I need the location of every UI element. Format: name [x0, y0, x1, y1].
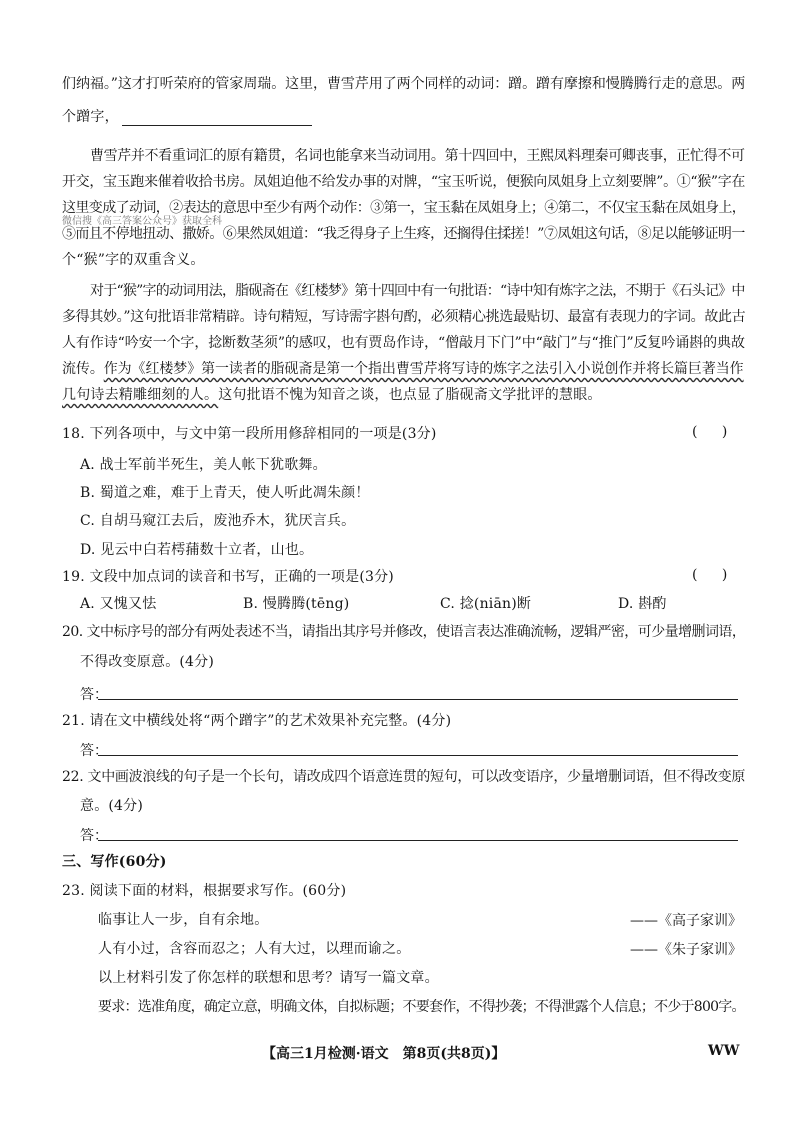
question-23-stem: 23. 阅读下面的材料，根据要求写作。(60分)	[62, 883, 347, 899]
question-18-option-a: A. 战士军前半死生，美人帐下犹歌舞。	[80, 457, 327, 473]
fill-in-blank	[122, 125, 312, 126]
question-18-option-b: B. 蜀道之难，难于上青天，使人听此凋朱颜！	[80, 485, 370, 501]
quote-2: 人有小过，含容而忍之；人有大过，以理而谕之。	[98, 941, 411, 957]
question-21-stem: 21. 请在文中横线处将“两个蹭字”的艺术效果补充完整。(4分)	[62, 713, 452, 729]
paragraph-2-line-2: 开交，宝玉跑来催着收拾书房。凤姐迫他不给发办事的对牌，“宝玉听说，便猴向凤姐身上立刻要牌”。①“猴”字在	[62, 174, 746, 190]
paragraph-2-line-4: ⑤而且不停地扭动、撒娇。⑥果然凤姐道：“我乏得身子上生疼，还搁得住揉搓！”⑦凤姐这句话，⑧足以能够证明一	[62, 226, 745, 242]
question-22-stem-line-2: 意。(4分)	[80, 798, 144, 814]
paragraph-3-line-3: 人有作诗“吟安一个字，捻断数茎须”的感叹，也有贾岛作诗，“僧敲月下门”中“敲门”与“推门”反复吟诵斟的典故	[62, 335, 745, 351]
wavy-underlined-sentence-part-1: 作为《红楼梦》第一读者的脂砚斋是第一个指出曹雪芹将写诗的炼字之法引入小说创作并将长篇巨著当作	[103, 361, 744, 377]
question-20-answer-line[interactable]	[98, 699, 738, 700]
writing-requirements: 要求：选准角度，确定立意，明确文体，自拟标题；不要套作，不得抄袭；不得泄露个人信息；不少于800字。	[98, 999, 745, 1015]
paragraph-3-line-5-plain: 这句批语不愧为知音之谈，也点显了脂砚斋文学批评的慧眼。	[218, 387, 602, 403]
question-20-answer-label: 答：	[80, 687, 108, 703]
question-20-stem-line-2: 不得改变原意。(4分)	[80, 654, 215, 670]
paragraph-3-line-4-plain: 流传。	[62, 361, 104, 377]
wavy-underlined-sentence-part-2: 几句诗去精雕细刻的人。	[62, 387, 219, 403]
question-18-option-d: D. 见云中白若樗蒱数十立者，山也。	[80, 542, 314, 558]
paragraph-3-line-1: 对于“猴”字的动词用法，脂砚斋在《红楼梦》第十四回中有一句批语：“诗中知有炼字之法，不期于《石头记》中	[90, 283, 745, 299]
question-18-answer-bracket: ( )	[692, 424, 738, 440]
paragraph-2-line-1: 曹雪芹并不看重词汇的原有籍贯，名词也能拿来当动词用。第十四回中，王熙凤料理秦可卿丧事，正忙得不可	[90, 148, 745, 164]
question-22-stem-line-1: 22. 文中画波浪线的句子是一个长句，请改成四个语意连贯的短句，可以改变语序，少量增删词语，但不得改变原	[62, 769, 746, 785]
question-21-answer-label: 答：	[80, 743, 108, 759]
question-19-option-b: B. 慢腾腾(tēng)	[243, 596, 350, 612]
paragraph-3-line-2: 多得其妙。”这句批语非常精辟。诗句精短，写诗需字斟句酌，必须精心挑选最贴切、最富有表现力的字词。故此古	[62, 309, 746, 325]
paragraph-3-line-5	[62, 385, 602, 405]
paragraph-1-line-1: 们纳福。”这才打听荣府的管家周瑞。这里，曹雪芹用了两个同样的动词：蹭。蹭有摩擦和慢腾腾行走的意思。两	[62, 76, 746, 92]
question-19-answer-bracket: ( )	[692, 567, 738, 583]
footer-code: WW	[708, 1043, 740, 1059]
quote-1: 临事让人一步，自有余地。	[98, 912, 269, 928]
question-22-answer-line[interactable]	[98, 840, 738, 841]
question-19-stem: 19. 文段中加点词的读音和书写，正确的一项是(3分)	[62, 569, 394, 585]
question-18-stem: 18. 下列各项中，与文中第一段所用修辞相同的一项是(3分)	[62, 426, 437, 442]
question-22-answer-label: 答：	[80, 828, 108, 844]
paragraph-3-line-4	[62, 359, 744, 379]
quote-1-source: ——《高子家训》	[630, 913, 742, 929]
question-19-option-a: A. 又愧又怯	[80, 596, 157, 612]
question-20-stem-line-1: 20. 文中标序号的部分有两处表述不当，请指出其序号并修改，使语言表达准确流畅，逻辑严密，可少量增删词语，	[62, 624, 746, 640]
paragraph-2-line-5: 个“猴”字的双重含义。	[62, 252, 205, 268]
paragraph-2-line-3: 这里变成了动词，②表达的意思中至少有两个动作：③第一，宝玉黏在凤姐身上；④第二，不仅宝玉黏在凤姐身上，	[62, 200, 746, 216]
page-footer: 【高三1月检测·语文 第8页(共8页)】	[262, 1046, 506, 1062]
question-19-option-d: D. 斟酌	[618, 596, 667, 612]
watermark-text: 微信搜《高三答案公众号》获取全科	[62, 216, 222, 227]
quote-2-source: ——《朱子家训》	[630, 942, 742, 958]
writing-prompt: 以上材料引发了你怎样的联想和思考？请写一篇文章。	[98, 970, 439, 986]
section-3-title: 三、写作(60分)	[62, 854, 167, 870]
paragraph-1-line-2: 个蹭字，	[62, 109, 119, 125]
question-18-option-c: C. 自胡马窥江去后，废池乔木，犹厌言兵。	[80, 513, 356, 529]
question-21-answer-line[interactable]	[98, 755, 738, 756]
question-19-option-c: C. 捻(niān)断	[440, 596, 532, 612]
